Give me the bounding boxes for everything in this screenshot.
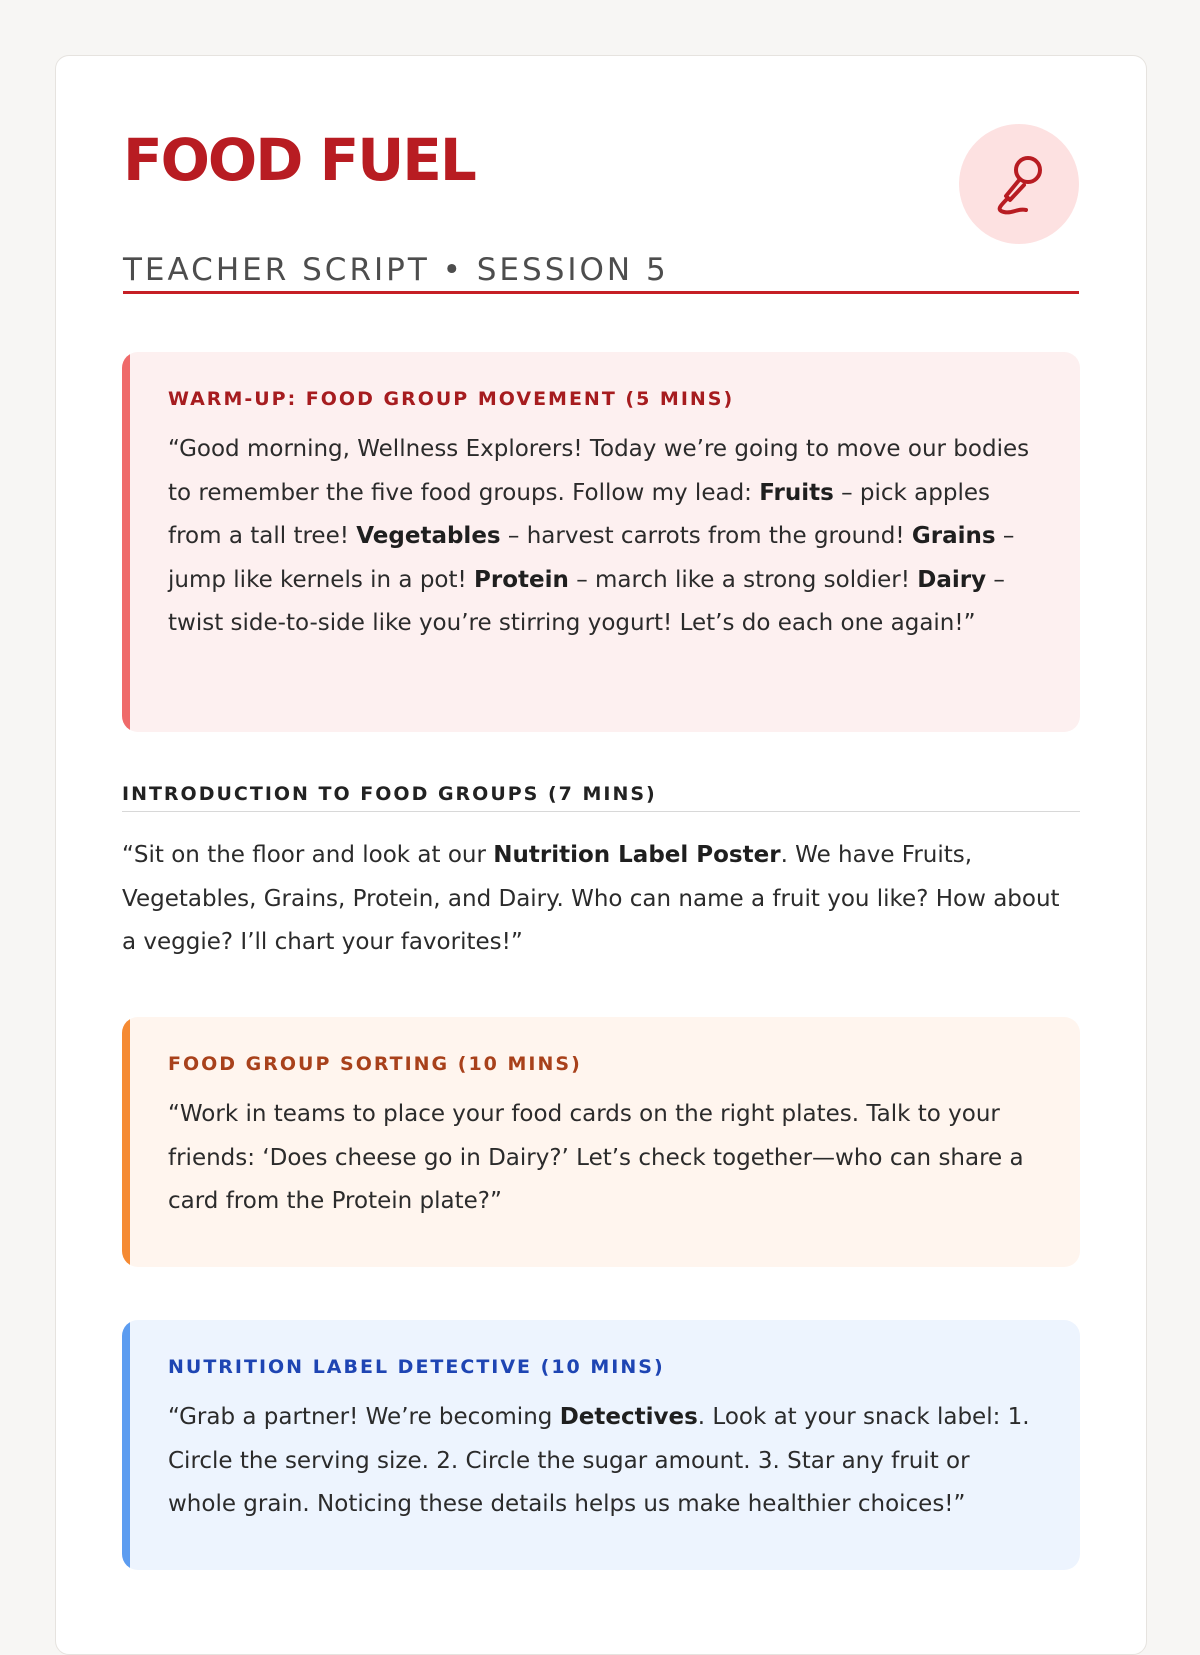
detectives-keyword: Detectives xyxy=(559,1404,698,1430)
detective-heading: NUTRITION LABEL DETECTIVE (10 MINS) xyxy=(168,1356,665,1378)
intro-text-1: “Sit on the floor and look at our xyxy=(122,842,494,868)
food-group-vegetables: Vegetables xyxy=(356,523,501,549)
food-group-protein: Protein xyxy=(474,566,569,593)
sorting-heading: FOOD GROUP SORTING (10 MINS) xyxy=(168,1053,582,1075)
page-title: FOOD FUEL xyxy=(123,126,475,194)
page-subtitle: TEACHER SCRIPT • SESSION 5 xyxy=(123,252,669,288)
detective-section xyxy=(122,1320,1080,1570)
sorting-section xyxy=(122,1017,1080,1267)
detective-text-1: “Grab a partner! We’re becoming xyxy=(168,1404,560,1430)
food-group-dairy: Dairy xyxy=(917,566,987,593)
nutrition-label-poster: Nutrition Label Poster xyxy=(493,842,781,868)
warmup-script xyxy=(168,428,1040,646)
intro-section xyxy=(122,783,1080,965)
intro-heading: INTRODUCTION TO FOOD GROUPS (7 MINS) xyxy=(122,783,1080,812)
intro-script xyxy=(122,834,1080,965)
food-group-fruits: Fruits xyxy=(759,479,834,506)
intro-text-2: . We have Fruits, Vegetables, Grains, Protein, and Dairy. Who can name a fruit you like? How about a veggie? I’ll chart your favorites!” xyxy=(122,842,1060,955)
warmup-text-6: – twist side-to-side like you’re stirring yogurt! Let’s do each one again!” xyxy=(168,566,1005,636)
warmup-text-2: – pick apples from a tall tree! xyxy=(168,479,990,549)
microphone-badge xyxy=(959,124,1079,244)
warmup-section xyxy=(122,352,1080,732)
food-group-grains: Grains xyxy=(911,523,996,549)
warmup-heading: WARM-UP: FOOD GROUP MOVEMENT (5 MINS) xyxy=(168,388,735,410)
sorting-script: “Work in teams to place your food cards on the right plates. Talk to your friends: ‘Does cheese go in Dairy?’ Let’s check together—who can share a card from the Protein plate?” xyxy=(168,1101,1024,1214)
detective-script xyxy=(168,1396,1040,1527)
warmup-text-4: – jump like kernels in a pot! xyxy=(168,523,1015,593)
header xyxy=(123,124,1079,294)
warmup-text-3: – harvest carrots from the ground! xyxy=(500,523,912,549)
microphone-icon xyxy=(992,152,1046,216)
detective-text-2: . Look at your snack label: 1. Circle the serving size. 2. Circle the sugar amount. 3. Star any fruit or whole grain. Noticing these details helps us make healthier choices!” xyxy=(168,1404,1030,1517)
warmup-text-1: “Good morning, Wellness Explorers! Today we’re going to move our bodies to remember the five food groups. Follow my lead: xyxy=(168,436,1030,506)
warmup-text-5: – march like a strong soldier! xyxy=(568,566,918,593)
